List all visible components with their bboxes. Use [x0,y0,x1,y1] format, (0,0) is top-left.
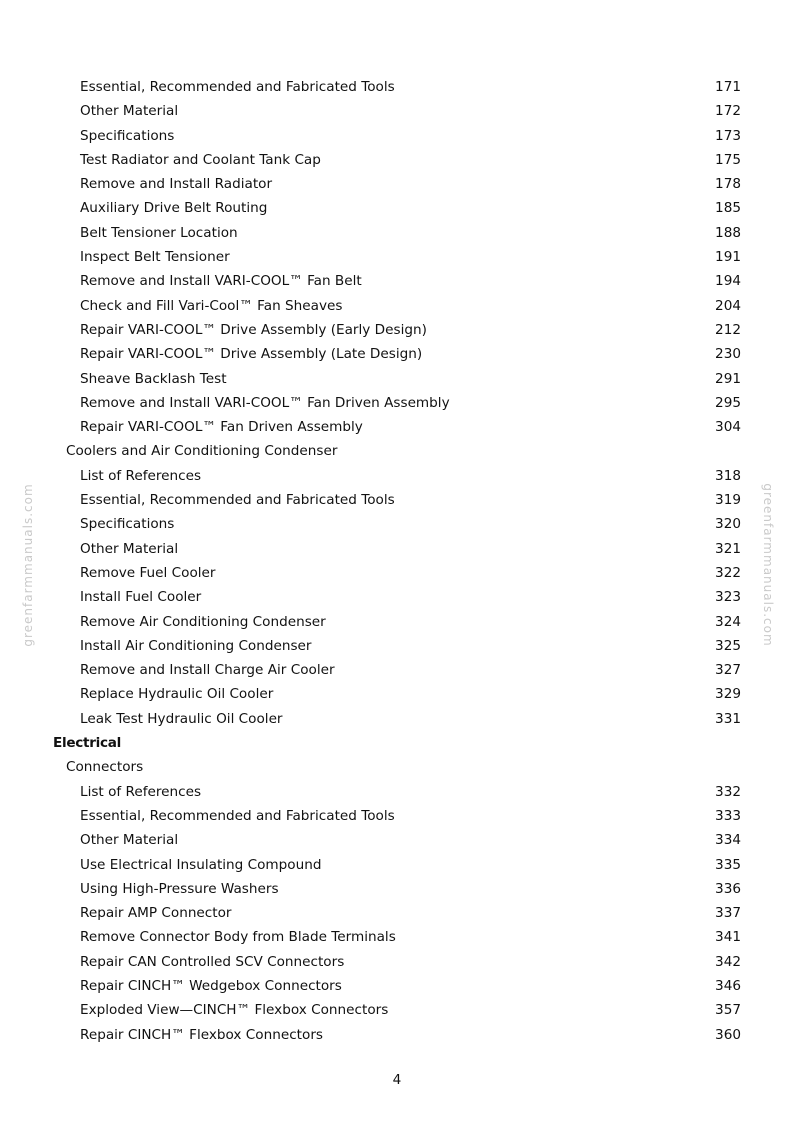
toc-entry-page: 336 [715,880,741,897]
toc-entry-page: 329 [715,686,741,703]
toc-entry-page: 323 [715,589,741,606]
toc-entry[interactable] [0,342,794,366]
toc-entry-page: 324 [715,613,741,630]
toc-entry-page: 320 [715,516,741,533]
toc-entry-title: Remove and Install VARI-COOL™ Fan Belt [80,273,362,290]
toc-entry[interactable] [0,561,794,585]
toc-entry-page: 332 [715,783,741,800]
toc-entry-page: 335 [715,856,741,873]
toc-entry-title: List of References [80,467,202,484]
toc-entry-page: 191 [715,249,741,266]
toc-entry-title: Repair CINCH™ Flexbox Connectors [80,1026,323,1043]
toc-entry[interactable] [0,512,794,536]
toc-entry-page: 337 [715,905,741,922]
toc-entry-title: Repair VARI-COOL™ Fan Driven Assembly [80,419,363,436]
toc-entry-title: Coolers and Air Conditioning Condenser [66,443,338,460]
toc-entry[interactable] [0,658,794,682]
toc-entry[interactable] [0,1023,794,1047]
toc-entry-page: 357 [715,1002,741,1019]
toc-entry-page: 346 [715,977,741,994]
toc-entry[interactable] [0,196,794,220]
toc-entry-page: 342 [715,953,741,970]
toc-entry-title: Other Material [80,832,179,849]
toc-entry-title: Specifications [80,516,175,533]
toc-entry[interactable] [0,294,794,318]
toc-entry[interactable] [0,245,794,269]
toc-entry[interactable] [0,415,794,439]
toc-entry[interactable] [0,707,794,731]
toc-entry-title: Using High-Pressure Washers [80,880,279,897]
toc-entry-title: Electrical [53,735,121,752]
toc-entry-page: 325 [715,637,741,654]
toc-entry-page: 171 [715,79,741,95]
toc-entry[interactable] [0,610,794,634]
toc-entry-title: Essential, Recommended and Fabricated Tools [80,79,395,95]
toc-entry-title: Specifications [80,127,175,144]
toc-entry-title: Remove Air Conditioning Condenser [80,613,326,630]
toc-entry-page: 194 [715,273,741,290]
toc-entry[interactable] [0,804,794,828]
toc-entry-title: Remove and Install VARI-COOL™ Fan Driven Assembly [80,394,450,411]
page-number: 4 [392,1072,402,1088]
toc-entry-page: 291 [715,370,741,387]
toc-entry[interactable] [0,99,794,123]
toc-entry-page: 212 [715,321,741,338]
toc-entry-page: 185 [715,200,741,217]
toc-entry[interactable] [0,634,794,658]
toc-entry-title: Essential, Recommended and Fabricated Tools [80,492,395,509]
toc-entry-page: 175 [715,151,741,168]
toc-entry-page: 173 [715,127,741,144]
toc-entry[interactable] [0,682,794,706]
toc-entry[interactable] [0,877,794,901]
toc-entry-title: Repair CAN Controlled SCV Connectors [80,953,345,970]
toc-entry-page: 321 [715,540,741,557]
toc-entry[interactable] [0,828,794,852]
toc-entry-page: 331 [715,710,741,727]
watermark-right: greenfarmmanuals.com [761,483,775,647]
toc-entry-title: Repair AMP Connector [80,905,232,922]
toc-entry-title: Repair VARI-COOL™ Drive Assembly (Late Design) [80,346,423,363]
toc-entry-page: 304 [715,419,741,436]
toc-entry-page: 360 [715,1026,741,1043]
toc-entry-page: 172 [715,103,741,120]
toc-entry-title: Check and Fill Vari-Cool™ Fan Sheaves [80,297,343,314]
toc-entry[interactable] [0,464,794,488]
toc-entry[interactable] [0,172,794,196]
toc-entry-title: Test Radiator and Coolant Tank Cap [80,151,321,168]
toc-entry-title: Use Electrical Insulating Compound [80,856,322,873]
toc-entry[interactable] [0,148,794,172]
toc-entry-title: Belt Tensioner Location [80,224,238,241]
toc-entry-title: List of References [80,783,202,800]
toc-entry-title: Exploded View—CINCH™ Flexbox Connectors [80,1002,389,1019]
toc-entry-page: 327 [715,662,741,679]
toc-entry[interactable] [0,853,794,877]
toc-entry-title: Repair VARI-COOL™ Drive Assembly (Early Design) [80,321,427,338]
toc-entry-page: 204 [715,297,741,314]
toc-entry-title: Install Fuel Cooler [80,589,202,606]
toc-entry[interactable] [0,221,794,245]
table-of-contents [0,75,794,1047]
toc-entry-title: Other Material [80,540,179,557]
toc-entry[interactable] [0,901,794,925]
toc-entry-title: Replace Hydraulic Oil Cooler [80,686,274,703]
toc-section-heading [0,731,794,755]
toc-entry[interactable] [0,780,794,804]
watermark-left: greenfarmmanuals.com [21,483,35,647]
toc-entry[interactable] [0,950,794,974]
toc-entry-title: Connectors [66,759,144,776]
toc-entry-page: 230 [715,346,741,363]
toc-entry[interactable] [0,318,794,342]
toc-entry-page: 295 [715,394,741,411]
toc-entry[interactable] [0,537,794,561]
toc-entry[interactable] [0,269,794,293]
toc-entry-title: Inspect Belt Tensioner [80,249,230,266]
toc-entry[interactable] [0,488,794,512]
toc-entry-page: 341 [715,929,741,946]
toc-entry-title: Sheave Backlash Test [80,370,227,387]
toc-entry[interactable] [0,925,794,949]
toc-entry[interactable] [0,124,794,148]
toc-subsection-heading [0,439,794,463]
toc-entry-page: 322 [715,564,741,581]
toc-entry-title: Repair CINCH™ Wedgebox Connectors [80,977,342,994]
toc-entry-page: 333 [715,807,741,824]
toc-entry-title: Essential, Recommended and Fabricated Tools [80,807,395,824]
toc-entry[interactable] [0,367,794,391]
toc-entry-page: 318 [715,467,741,484]
toc-entry-title: Auxiliary Drive Belt Routing [80,200,268,217]
toc-entry[interactable] [0,75,794,99]
toc-entry-title: Leak Test Hydraulic Oil Cooler [80,710,283,727]
toc-entry-title: Install Air Conditioning Condenser [80,637,312,654]
toc-entry[interactable] [0,974,794,998]
toc-entry-title: Remove Connector Body from Blade Terminals [80,929,396,946]
toc-entry-page: 178 [715,176,741,193]
toc-entry-page: 334 [715,832,741,849]
toc-entry-title: Remove and Install Radiator [80,176,273,193]
toc-entry[interactable] [0,585,794,609]
toc-entry-title: Remove and Install Charge Air Cooler [80,662,335,679]
toc-entry[interactable] [0,998,794,1022]
toc-subsection-heading [0,755,794,779]
toc-entry-page: 188 [715,224,741,241]
toc-entry-title: Other Material [80,103,179,120]
toc-entry-title: Remove Fuel Cooler [80,564,216,581]
toc-entry[interactable] [0,391,794,415]
toc-entry-page: 319 [715,492,741,509]
